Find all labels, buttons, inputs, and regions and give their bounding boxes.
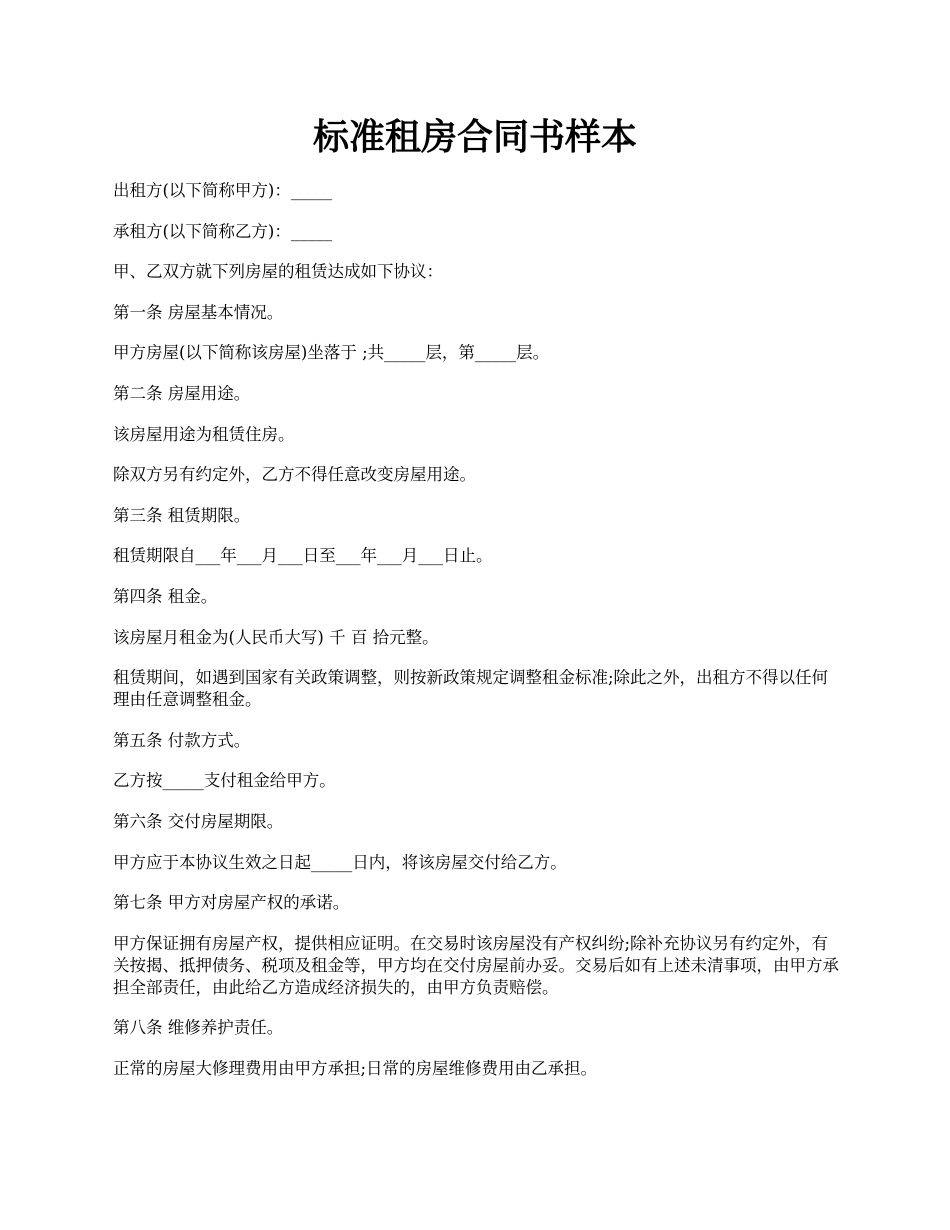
article-3-heading: 第三条 租赁期限。 — [113, 505, 251, 525]
article-7-text: 甲方保证拥有房屋产权，提供相应证明。在交易时该房屋没有产权纠纷;除补充协议另有约定外，有关按揭、抵押债务、税项及租金等，甲方均在交付房屋前办妥。交易后如有上述未清事项，由甲方承担全部责任，由此给乙方造成经济损失的，由甲方负责赔偿。 — [113, 933, 839, 997]
article-4-text-1: 该房屋月租金为(人民币大写) 千 百 拾元整。 — [113, 627, 439, 647]
article-4-text-2: 租赁期间，如遇到国家有关政策调整，则按新政策规定调整租金标准;除此之外，出租方不得以任何理由任意调整租金。 — [113, 668, 829, 710]
article-5-text: 乙方按_____支付租金给甲方。 — [113, 771, 336, 791]
article-8-text: 正常的房屋大修理费用由甲方承担;日常的房屋维修费用由乙承担。 — [113, 1058, 598, 1078]
article-1-heading: 第一条 房屋基本情况。 — [113, 302, 284, 322]
article-6-text: 甲方应于本协议生效之日起_____日内，将该房屋交付给乙方。 — [113, 852, 567, 872]
article-1-text: 甲方房屋(以下简称该房屋)坐落于 ;共_____层，第_____层。 — [113, 343, 550, 363]
article-4-heading: 第四条 租金。 — [113, 586, 218, 606]
article-2-text-1: 该房屋用途为租赁住房。 — [113, 424, 295, 444]
paragraph-lessee: 承租方(以下简称乙方)：_____ — [113, 221, 333, 241]
paragraph-lessor: 出租方(以下简称甲方)：_____ — [113, 181, 333, 200]
document-body — [113, 180, 841, 1098]
article-3-text: 租赁期限自___年___月___日至___年___月___日止。 — [113, 546, 493, 566]
article-8-heading: 第八条 维修养护责任。 — [113, 1018, 284, 1038]
paragraph-agreement-intro: 甲、乙双方就下列房屋的租赁达成如下协议： — [113, 262, 443, 282]
article-5-heading: 第五条 付款方式。 — [113, 730, 251, 750]
document-title: 标准租房合同书样本 — [312, 116, 637, 158]
article-6-heading: 第六条 交付房屋期限。 — [113, 811, 284, 831]
article-2-heading: 第二条 房屋用途。 — [113, 383, 251, 403]
article-7-heading: 第七条 甲方对房屋产权的承诺。 — [113, 893, 350, 913]
article-2-text-2: 除双方另有约定外，乙方不得任意改变房屋用途。 — [113, 465, 476, 485]
